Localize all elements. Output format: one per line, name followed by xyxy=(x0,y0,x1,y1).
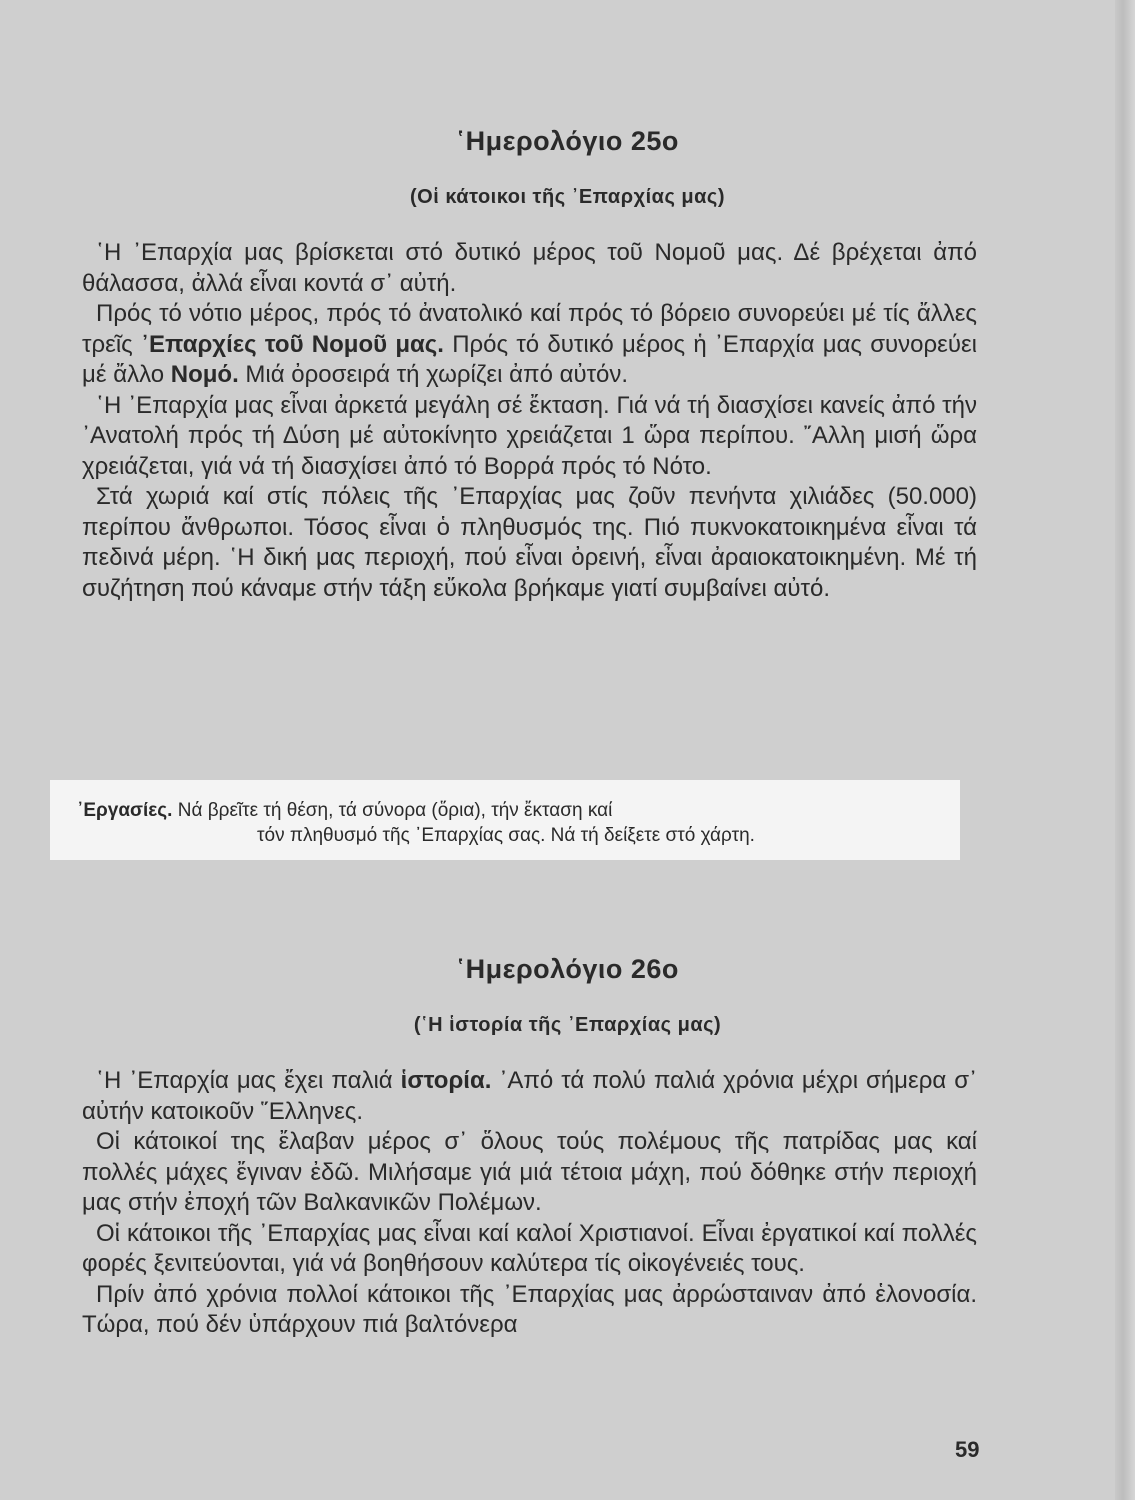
diary-25-title: ῾Ημερολόγιο 25ο xyxy=(456,126,679,156)
bold-term: ᾿Επαρχίες τοῦ Νομοῦ μας. xyxy=(140,330,444,358)
paragraph: Πρίν ἀπό χρόνια πολλοί κάτοικοι τῆς ᾿Επαρχίας μας ἀρρώσταιναν ἀπό ἑλονοσία. Τώρα, πού δέν ὑπάρχουν πιά βαλτόνερα xyxy=(82,1280,977,1338)
paragraph: Οἱ κάτοικοί της ἔλαβαν μέρος σ᾿ ὅλους τούς πολέμους τῆς πατρίδας μας καί πολλές μάχες ἔγιναν ἐδῶ. Μιλήσαμε γιά μιά τέτοια μάχη, πού δόθηκε στήν περιοχή μας στήν ἐποχή τῶν Βαλκανικῶν Πολέμων. xyxy=(82,1128,977,1216)
diary-26-subtitle: (῾Η ἱστορία τῆς ᾿Επαρχίας μας) xyxy=(413,1014,722,1036)
paragraph: ῾Η ᾿Επαρχία μας εἶναι ἀρκετά μεγάλη σέ ἔκταση. Γιά νά τή διασχίσει κανείς ἀπό τήν ᾿Ανατολή πρός τή Δύση μέ αὐτοκίνητο χρειάζεται 1 ὥρα περίπου. ῎Αλλη μισή ὥρα χρειάζεται, γιά νά τή διασχίσει ἀπό τό Βορρά πρός τό Νότο. xyxy=(82,391,977,480)
diary-26-body xyxy=(82,1066,977,1341)
diary-26-title: ῾Ημερολόγιο 26ο xyxy=(456,954,679,984)
diary-25-body xyxy=(82,238,977,604)
paragraph: Οἱ κάτοικοι τῆς ᾿Επαρχίας μας εἶναι καί καλοί Χριστιανοί. Εἶναι ἐργατικοί καί πολλές φορές ξενιτεύονται, γιά νά βοηθήσουν καλύτερα τίς οἰκογένειές τους. xyxy=(82,1219,977,1277)
paragraph: ῾Η ᾿Επαρχία μας βρίσκεται στό δυτικό μέρος τοῦ Νομοῦ μας. Δέ βρέχεται ἀπό θάλασσα, ἀλλά εἶναι κοντά σ᾿ αὐτή. xyxy=(82,239,977,297)
paragraph: Πρός τό νότιο μέρος, πρός τό ἀνατολικό καί πρός τό βόρειο συνορεύει μέ τίς ἄλλες τρεῖς ᾿Επαρχίες τοῦ Νομοῦ μας. Πρός τό δυτικό μέρος ἡ ᾿Επαρχία μας συνορεύει μέ ἄλλο Νομό. Μιά ὀροσειρά τή χωρίζει ἀπό αὐτόν. xyxy=(82,300,978,388)
paragraph: Στά χωριά καί στίς πόλεις τῆς ᾿Επαρχίας μας ζοῦν πενήντα χιλιάδες (50.000) περίπου ἄνθρωποι. Τόσος εἶναι ὁ πληθυσμός της. Πιό πυκνοκατοικημένα εἶναι τά πεδινά μέρη. ῾Η δική μας περιοχή, πού εἶναι ὀρεινή, εἶναι ἀραιοκατοικημένη. Μέ τή συζήτηση πού κάναμε στήν τάξη εὔκολα βρήκαμε γιατί συμβαίνει αὐτό. xyxy=(82,483,977,602)
diary-25-subtitle: (Οἱ κάτοικοι τῆς ᾿Επαρχίας μας) xyxy=(409,186,725,208)
paragraph: ῾Η ᾿Επαρχία μας ἔχει παλιά ἱστορία. ᾿Από τά πολύ παλιά χρόνια μέχρι σήμερα σ᾿ αὐτήν κατοικοῦν ῞Ελληνες. xyxy=(82,1067,978,1125)
page-number: 59 xyxy=(955,1437,980,1462)
tasks-box xyxy=(50,780,960,860)
page-spine-shadow xyxy=(1115,0,1135,1500)
tasks-label: ᾿Εργασίες. xyxy=(77,800,173,821)
tasks-line-2: τόν πληθυσμό τῆς ᾿Επαρχίας σας. Νά τή δείξετε στό χάρτη. xyxy=(257,825,755,846)
bold-term: Νομό. xyxy=(170,361,239,388)
bold-term: ἱστορία. xyxy=(400,1067,492,1094)
tasks-line-1: Νά βρεῖτε τή θέση, τά σύνορα (ὅρια), τήν ἔκταση καί xyxy=(177,800,613,821)
